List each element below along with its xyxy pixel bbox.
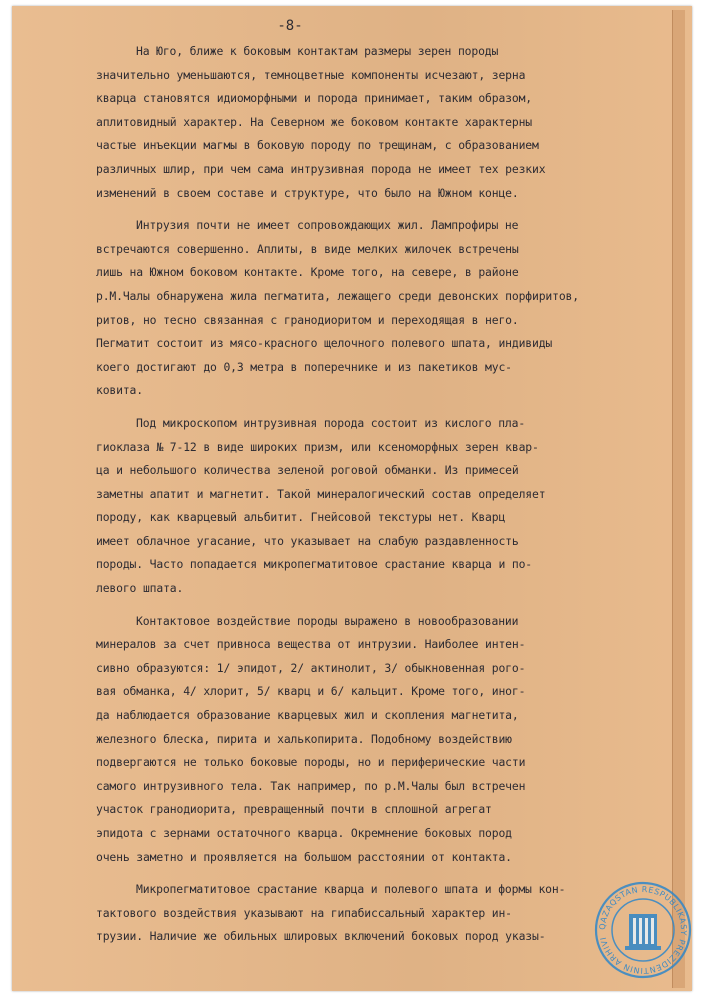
text-line: аплитовидный характер. На Северном же боковом контакте характерны: [96, 114, 533, 129]
text-line: Под микроскопом интрузивная порода состоит из кислого пла-: [136, 415, 526, 430]
page-number: -8-: [277, 18, 303, 34]
text-line: р.М.Чалы обнаружена жила пегматита, лежащего среди девонских порфиритов,: [96, 288, 579, 303]
text-line: имеет облачное угасание, что указывает на слабую раздавленность: [96, 533, 519, 548]
paragraph: [96, 40, 664, 205]
text-line: кварца становятся идиоморфными и порода принимает, таким образом,: [96, 91, 533, 106]
text-line: ца и небольшого количества зеленой роговой обманки. Из примесей: [96, 463, 519, 478]
text-line: лишь на Южном боковом контакте. Кроме того, на севере, в районе: [96, 265, 519, 280]
text-line: левого шпата.: [96, 581, 184, 596]
text-line: Контактовое воздействие породы выражено в новообразовании: [136, 613, 519, 628]
stamp-ring-text: QAZAQSTAN RESPUBLIKASY PREZIDENTININ ARHIVI: [597, 884, 689, 976]
paragraph: [96, 610, 664, 870]
text-line: различных шлир, при чем сама интрузивная порода не имеет тех резких: [96, 161, 546, 176]
text-line: гиоклаза № 7-12 в виде широких призм, или ксеноморфных зерен квар-: [96, 439, 539, 454]
text-line: ритов, но тесно связанная с гранодиоритом и переходящая в него.: [96, 312, 519, 327]
text-line: ковита.: [96, 383, 143, 398]
text-line: породы. Часто попадается микропегматитовое срастание кварца и по-: [96, 557, 533, 572]
text-line: породу, как кварцевый альбитит. Гнейсовой текстуры нет. Кварц: [96, 510, 506, 525]
paragraph: [96, 214, 664, 403]
page-stack-edge: [672, 10, 685, 988]
building-emblem-icon: [625, 914, 661, 950]
text-line: вая обманка, 4/ хлорит, 5/ кварц и 6/ кальцит. Кроме того, иног-: [96, 684, 526, 699]
text-line: да наблюдается образование кварцевых жил и скопления магнетита,: [96, 708, 519, 723]
text-line: На Юго, ближе к боковым контактам размеры зерен породы: [136, 44, 499, 58]
archive-stamp: [593, 880, 693, 980]
text-line: трузии. Наличие же обильных шлировых включений боковых пород указы-: [96, 929, 546, 944]
text-line: Микропегматитовое срастание кварца и полевого шпата и формы кон-: [136, 882, 566, 897]
text-line: железного блеска, пирита и халькопирита. Подобному воздействию: [96, 731, 512, 746]
text-line: сивно образуются: 1/ эпидот, 2/ актинолит, 3/ обыкновенная рого-: [96, 660, 526, 675]
text-line: Пегматит состоит из мясо-красного щелочного полевого шпата, индивиды: [96, 336, 553, 351]
text-line: коего достигают до 0,3 метра в поперечнике и из пакетиков мус-: [96, 359, 512, 374]
text-line: частые инъекции магмы в боковую породу по трещинам, с образованием: [96, 138, 539, 153]
text-line: участок гранодиорита, превращенный почти в сплошной агрегат: [96, 802, 492, 817]
text-line: самого интрузивного тела. Так например, по р.М.Чалы был встречен: [96, 778, 526, 793]
paragraph: [96, 878, 664, 949]
text-line: встречаются совершенно. Аплиты, в виде мелких жилочек встречены: [96, 241, 519, 256]
text-line: изменений в своем составе и структуре, что было на Южном конце.: [96, 185, 519, 200]
text-line: Интрузия почти не имеет сопровождающих жил. Лампрофиры не: [136, 218, 519, 233]
text-line: подвергаются не только боковые породы, но и периферические части: [96, 755, 526, 770]
paragraph: [96, 412, 664, 601]
text-line: значительно уменьшаются, темноцветные компоненты исчезают, зерна: [96, 67, 526, 82]
text-line: очень заметно и проявляется на большом расстоянии от контакта.: [96, 849, 512, 864]
text-line: тактового воздействия указывают на гипабиссальный характер ин-: [96, 905, 512, 920]
text-line: эпидота с зернами остаточного кварца. Окремнение боковых пород: [96, 826, 512, 840]
text-line: минералов за счет привноса вещества от интрузии. Наиболее интен-: [96, 637, 526, 652]
text-line: заметны апатит и магнетит. Такой минералогический состав определяет: [96, 486, 546, 501]
typewritten-text: [96, 40, 664, 958]
